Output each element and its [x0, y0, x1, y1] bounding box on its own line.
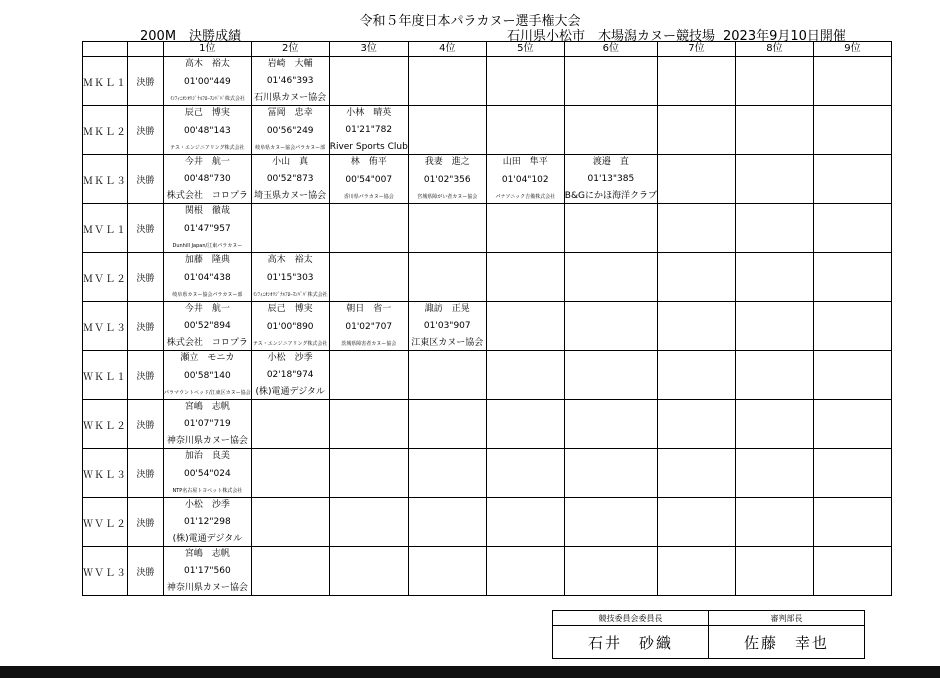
document-title: 令和５年度日本パラカヌー選手権大会	[359, 14, 581, 29]
result-cell	[329, 106, 408, 155]
header-row	[83, 42, 892, 57]
club-name: 神奈川県カヌー協会	[166, 436, 248, 446]
entry	[164, 400, 251, 448]
race-time: 00'56"249	[266, 126, 314, 136]
athlete-name: 加治 良美	[184, 451, 230, 461]
result-cell	[735, 449, 813, 498]
round-cell: 決勝	[128, 302, 164, 351]
table-row	[83, 351, 892, 400]
race-time: 01'02"707	[345, 322, 393, 332]
table-row	[83, 449, 892, 498]
result-cell	[735, 204, 813, 253]
club-name: 香川県パラカヌー協会	[343, 194, 394, 200]
table-row	[83, 400, 892, 449]
result-cell	[329, 302, 408, 351]
result-cell	[164, 302, 252, 351]
result-cell	[329, 57, 408, 106]
class-cell: ＭＶＬ３	[83, 302, 128, 351]
result-cell	[164, 204, 252, 253]
result-cell	[486, 253, 564, 302]
result-cell	[735, 57, 813, 106]
entry	[252, 57, 329, 105]
table-row	[83, 253, 892, 302]
result-cell	[486, 155, 564, 204]
result-cell	[564, 155, 657, 204]
result-cell	[164, 106, 252, 155]
athlete-name: 朝日 省一	[346, 304, 392, 314]
race-time: 01'07"719	[183, 419, 231, 429]
result-cell	[564, 204, 657, 253]
result-cell	[164, 449, 252, 498]
result-cell	[251, 351, 329, 400]
athlete-name: 辰己 博実	[184, 108, 230, 118]
result-cell	[657, 449, 735, 498]
club-name: 株式会社 コロプラ	[166, 191, 248, 201]
referee-name: 佐藤 幸也	[709, 626, 865, 659]
entry	[565, 155, 657, 203]
result-cell	[657, 106, 735, 155]
entry	[164, 253, 251, 301]
result-cell	[564, 498, 657, 547]
result-cell	[408, 400, 486, 449]
result-cell	[813, 302, 891, 351]
result-cell	[251, 155, 329, 204]
result-cell	[657, 400, 735, 449]
result-cell	[408, 498, 486, 547]
result-cell	[657, 155, 735, 204]
club-name: 岐阜県カヌー協会パラカヌー部	[255, 145, 326, 151]
referee-label: 審判部長	[709, 611, 865, 626]
result-cell	[164, 498, 252, 547]
venue-label: 石川県小松市 木場潟カヌー競技場	[507, 29, 716, 44]
round-cell: 決勝	[128, 253, 164, 302]
rank-header: 3位	[329, 42, 408, 57]
entry	[252, 351, 329, 399]
result-cell	[657, 253, 735, 302]
result-cell	[329, 547, 408, 596]
entry	[409, 155, 486, 203]
entry	[330, 155, 408, 203]
result-cell	[251, 400, 329, 449]
result-cell	[486, 106, 564, 155]
result-cell	[813, 57, 891, 106]
result-cell	[486, 351, 564, 400]
results-table	[82, 41, 892, 596]
class-cell: ＭＫＬ３	[83, 155, 128, 204]
table-row	[83, 155, 892, 204]
athlete-name: 今井 航一	[184, 304, 230, 314]
result-cell	[486, 498, 564, 547]
result-cell	[813, 449, 891, 498]
race-time: 00'48"143	[183, 126, 231, 136]
result-cell	[735, 351, 813, 400]
athlete-name: 冨岡 忠幸	[267, 108, 313, 118]
class-header	[83, 42, 128, 57]
round-cell: 決勝	[128, 155, 164, 204]
result-cell	[329, 449, 408, 498]
table-row	[83, 547, 892, 596]
entry	[164, 57, 251, 105]
round-cell: 決勝	[128, 204, 164, 253]
result-cell	[486, 547, 564, 596]
entry	[252, 155, 329, 203]
class-cell: ＭＶＬ１	[83, 204, 128, 253]
result-cell	[813, 253, 891, 302]
race-time: 01'46"393	[266, 76, 314, 86]
entry	[164, 547, 251, 595]
round-header	[128, 42, 164, 57]
result-cell	[164, 155, 252, 204]
race-time: 01'15"303	[266, 273, 314, 283]
result-cell	[486, 204, 564, 253]
result-cell	[329, 253, 408, 302]
race-time: 02'18"974	[266, 370, 314, 380]
club-name: ｲﾝﾌｨﾆｵﾝｵﾘｼﾞﾅﾙﾌﾛｰｽﾝﾊﾟﾊﾞ株式会社	[252, 292, 328, 298]
athlete-name: 我妻 進之	[424, 157, 470, 167]
club-name: 株式会社 コロプラ	[166, 338, 248, 348]
rank-header: 8位	[735, 42, 813, 57]
athlete-name: 小林 晴英	[346, 108, 392, 118]
athlete-name: 諏訪 正晃	[424, 304, 470, 314]
result-cell	[251, 498, 329, 547]
athlete-name: 今井 航一	[184, 157, 230, 167]
athlete-name: 辰己 博実	[267, 304, 313, 314]
result-cell	[564, 57, 657, 106]
club-name: パナソニック吉備株式会社	[495, 194, 556, 200]
race-time: 01'47"957	[183, 224, 231, 234]
athlete-name: 宮嶋 志帆	[184, 549, 230, 559]
club-name: NTP名古屋トヨペット株式会社	[172, 488, 243, 494]
race-time: 00'52"873	[266, 174, 314, 184]
result-cell	[408, 253, 486, 302]
result-cell	[813, 400, 891, 449]
round-cell: 決勝	[128, 400, 164, 449]
result-cell	[408, 302, 486, 351]
round-cell: 決勝	[128, 547, 164, 596]
athlete-name: 小山 真	[272, 157, 309, 167]
result-cell	[408, 57, 486, 106]
result-cell	[251, 547, 329, 596]
result-cell	[329, 351, 408, 400]
table-row	[83, 302, 892, 351]
race-time: 01'02"356	[423, 175, 471, 185]
race-time: 00'52"894	[183, 321, 231, 331]
athlete-name: 林 侑平	[350, 157, 387, 167]
class-cell: ＷＶＬ３	[83, 547, 128, 596]
club-name: River Sports Club	[329, 142, 408, 152]
result-cell	[813, 547, 891, 596]
race-time: 00'54"024	[183, 469, 231, 479]
table-row	[83, 106, 892, 155]
class-cell: ＭＶＬ２	[83, 253, 128, 302]
entry	[164, 302, 251, 350]
result-cell	[657, 204, 735, 253]
result-cell	[813, 351, 891, 400]
rank-header: 9位	[813, 42, 891, 57]
rank-header: 4位	[408, 42, 486, 57]
race-time: 01'13"385	[587, 174, 635, 184]
entry	[252, 302, 329, 350]
result-cell	[251, 253, 329, 302]
result-cell	[735, 155, 813, 204]
club-name: (株)電通デジタル	[255, 387, 325, 397]
result-cell	[735, 302, 813, 351]
class-cell: ＷＫＬ３	[83, 449, 128, 498]
result-cell	[408, 351, 486, 400]
bottom-bar	[0, 666, 940, 678]
club-name: B&Gにかほ海洋クラブ	[564, 191, 657, 201]
athlete-name: 渡邉 直	[592, 157, 629, 167]
athlete-name: 山田 隼平	[502, 157, 548, 167]
race-time: 01'00"449	[183, 77, 231, 87]
entry	[164, 351, 251, 399]
rank-header: 1位	[164, 42, 252, 57]
result-cell	[164, 57, 252, 106]
result-cell	[564, 449, 657, 498]
entry	[409, 302, 486, 350]
signature-box	[552, 610, 865, 659]
club-name: パラマウントベッド/江東区カヌー協会	[164, 390, 251, 396]
result-cell	[251, 57, 329, 106]
result-cell	[564, 547, 657, 596]
race-time: 01'03"907	[423, 321, 471, 331]
rank-header: 5位	[486, 42, 564, 57]
club-name: 神奈川県カヌー協会	[166, 583, 248, 593]
rank-header: 6位	[564, 42, 657, 57]
result-cell	[486, 449, 564, 498]
result-cell	[735, 498, 813, 547]
result-cell	[813, 106, 891, 155]
result-cell	[486, 302, 564, 351]
athlete-name: 高木 裕太	[267, 255, 313, 265]
athlete-name: 加藤 隆典	[184, 255, 230, 265]
entry	[252, 253, 329, 301]
race-time: 01'04"102	[501, 175, 549, 185]
race-time: 01'04"438	[183, 273, 231, 283]
table-row	[83, 204, 892, 253]
club-name: 江東区カヌー協会	[411, 338, 484, 348]
chief-label: 競技委員会委員長	[553, 611, 709, 626]
result-cell	[486, 400, 564, 449]
result-cell	[813, 498, 891, 547]
round-cell: 決勝	[128, 449, 164, 498]
athlete-name: 高木 裕太	[184, 59, 230, 69]
date-label: 2023年9月10日開催	[723, 29, 846, 44]
result-cell	[735, 400, 813, 449]
round-cell: 決勝	[128, 57, 164, 106]
club-name: 石川県カヌー協会	[254, 93, 327, 103]
result-cell	[251, 449, 329, 498]
race-time: 01'21"782	[345, 125, 393, 135]
result-cell	[408, 547, 486, 596]
club-name: テス・エンジニアリング株式会社	[252, 341, 328, 347]
round-cell: 決勝	[128, 351, 164, 400]
rank-header: 2位	[251, 42, 329, 57]
race-time: 00'54"007	[345, 175, 393, 185]
result-cell	[657, 351, 735, 400]
result-cell	[329, 400, 408, 449]
round-cell: 決勝	[128, 106, 164, 155]
result-cell	[813, 155, 891, 204]
chief-name: 石井 砂織	[553, 626, 709, 659]
result-cell	[564, 351, 657, 400]
entry	[164, 106, 251, 154]
class-cell: ＭＫＬ２	[83, 106, 128, 155]
race-time: 01'00"890	[266, 322, 314, 332]
result-cell	[564, 253, 657, 302]
entry	[330, 302, 408, 350]
result-cell	[251, 302, 329, 351]
class-cell: ＷＫＬ２	[83, 400, 128, 449]
result-cell	[329, 155, 408, 204]
athlete-name: 関根 徹哉	[184, 206, 230, 216]
round-cell: 決勝	[128, 498, 164, 547]
club-name: ｲﾝﾌｨﾆｵﾝｵﾘｼﾞﾅﾙﾌﾛｰｽﾝﾊﾟﾊﾞ株式会社	[169, 96, 245, 102]
result-cell	[408, 106, 486, 155]
race-time: 01'17"560	[183, 566, 231, 576]
result-cell	[735, 106, 813, 155]
result-cell	[408, 204, 486, 253]
class-cell: ＷＶＬ２	[83, 498, 128, 547]
result-cell	[164, 351, 252, 400]
result-cell	[329, 498, 408, 547]
result-cell	[164, 547, 252, 596]
result-cell	[657, 302, 735, 351]
result-cell	[735, 547, 813, 596]
event-label: 200M 決勝成績	[140, 29, 242, 44]
result-cell	[657, 547, 735, 596]
class-cell: ＷＫＬ１	[83, 351, 128, 400]
club-name: 茨城県障害者カヌー協会	[341, 341, 397, 347]
table-row	[83, 57, 892, 106]
result-cell	[735, 253, 813, 302]
rank-header: 7位	[657, 42, 735, 57]
club-name: (株)電通デジタル	[172, 534, 243, 544]
result-cell	[657, 57, 735, 106]
race-time: 00'58"140	[183, 371, 231, 381]
result-cell	[564, 400, 657, 449]
result-cell	[164, 253, 252, 302]
result-cell	[164, 400, 252, 449]
result-cell	[408, 449, 486, 498]
result-cell	[564, 302, 657, 351]
result-cell	[408, 155, 486, 204]
table-row	[83, 498, 892, 547]
class-cell: ＭＫＬ１	[83, 57, 128, 106]
entry	[164, 155, 251, 203]
athlete-name: 岩崎 大輔	[267, 59, 313, 69]
athlete-name: 宮嶋 志帆	[184, 402, 230, 412]
entry	[164, 204, 251, 252]
result-cell	[251, 106, 329, 155]
club-name: 宮城県障がい者カヌー協会	[417, 194, 478, 200]
result-cell	[486, 57, 564, 106]
athlete-name: 瀬立 モニカ	[180, 353, 235, 363]
entry	[164, 498, 251, 546]
club-name: 埼玉県カヌー協会	[254, 191, 327, 201]
athlete-name: 小松 沙季	[267, 353, 313, 363]
result-cell	[813, 204, 891, 253]
athlete-name: 小松 沙季	[184, 500, 230, 510]
entry	[252, 106, 329, 154]
result-cell	[564, 106, 657, 155]
entry	[164, 449, 251, 497]
race-time: 00'48"730	[183, 174, 231, 184]
club-name: 岐阜県カヌー協会パラカヌー部	[172, 292, 243, 298]
result-cell	[329, 204, 408, 253]
entry	[487, 155, 564, 203]
club-name: テス・エンジニアリング株式会社	[170, 145, 245, 151]
result-cell	[657, 498, 735, 547]
entry	[330, 106, 408, 154]
race-time: 01'12"298	[183, 517, 231, 527]
result-cell	[251, 204, 329, 253]
club-name: Dunhill Japan/江東パラカヌー	[172, 243, 243, 249]
